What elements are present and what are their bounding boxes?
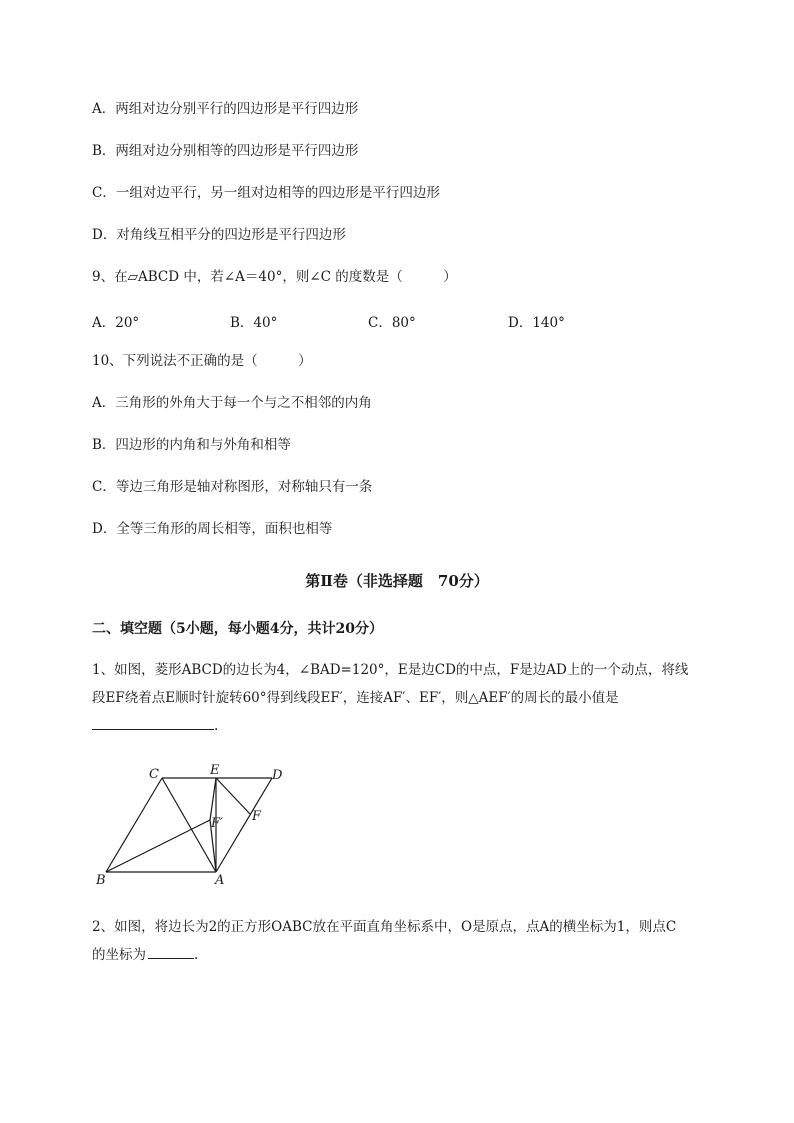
q9-option-a: A．20° (92, 315, 140, 331)
fill2-answer-blank (148, 946, 194, 959)
q8-option-c: C．一组对边平行，另一组对边相等的四边形是平行四边形 (92, 185, 440, 201)
section-title: 第Ⅱ卷（非选择题 70分） (305, 572, 489, 590)
label-e: E (210, 763, 220, 778)
q8-option-a: A．两组对边分别平行的四边形是平行四边形 (92, 101, 359, 117)
label-b: B (96, 873, 106, 888)
q9-option-c: C．80° (368, 315, 416, 331)
fill2-prefix: 的坐标为 (92, 947, 146, 963)
q9-stem: 9、在▱ABCD 中，若∠A＝40°，则∠C 的度数是（ ） (92, 269, 457, 285)
answer-blank (92, 717, 214, 730)
fill1-answer-line (92, 717, 218, 735)
label-f-prime: F′ (211, 816, 223, 831)
q8-option-d: D．对角线互相平分的四边形是平行四边形 (92, 227, 346, 243)
fill1-period: . (214, 718, 219, 734)
label-a: A (215, 873, 225, 888)
fill2-line2 (92, 946, 198, 964)
label-f: F (252, 809, 262, 824)
rhombus-figure (90, 760, 300, 892)
fill2-period: . (194, 947, 199, 963)
label-d: D (272, 768, 283, 783)
q10-option-a: A．三角形的外角大于每一个与之不相邻的内角 (92, 395, 372, 411)
q9-option-b: B．40° (230, 315, 278, 331)
q10-stem: 10、下列说法不正确的是（ ） (92, 353, 312, 369)
q8-option-b: B．两组对边分别相等的四边形是平行四边形 (92, 143, 359, 159)
q10-option-b: B．四边形的内角和与外角和相等 (92, 437, 291, 453)
fill1-line2: 段EF绕着点E顺时针旋转60°得到线段EF′，连接AF′、EF′，则△AEF′的周长的最小值是 (92, 690, 619, 706)
section-heading: 二、填空题（5小题，每小题4分，共计20分） (92, 621, 383, 637)
fill1-line1: 1、如图，菱形ABCD的边长为4，∠BAD=120°，E是边CD的中点，F是边AD上的一个动点，将线 (92, 662, 689, 678)
q9-option-d: D．140° (508, 315, 565, 331)
fill2-line1: 2、如图，将边长为2的正方形OABC放在平面直角坐标系中，O是原点，点A的横坐标为1，则点C (92, 919, 677, 935)
q10-option-d: D．全等三角形的周长相等，面积也相等 (92, 521, 333, 537)
label-c: C (149, 767, 159, 782)
q10-option-c: C．等边三角形是轴对称图形，对称轴只有一条 (92, 479, 373, 495)
